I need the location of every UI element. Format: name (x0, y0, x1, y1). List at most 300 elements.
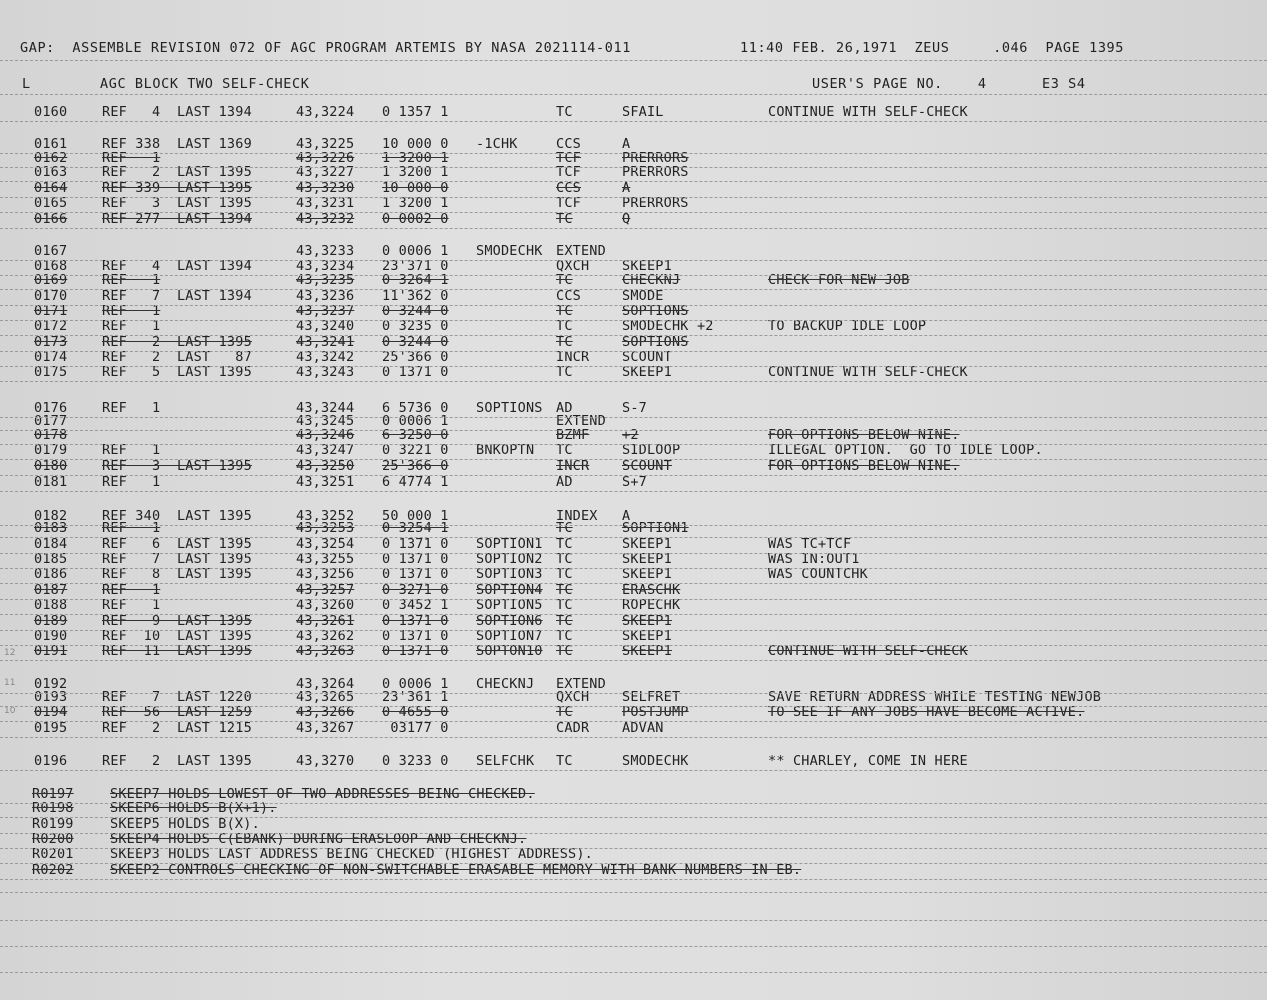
ruled-line (0, 525, 1267, 527)
line-number: 0161 (34, 136, 68, 152)
octal-word: 03177 0 (382, 720, 449, 736)
opcode: TC (556, 566, 573, 582)
line-number: 0192 (34, 676, 68, 692)
octal-word: 1 3200 1 (382, 150, 449, 166)
ref-info: REF 2 LAST 1215 (102, 720, 252, 736)
address: 43,3224 (296, 104, 355, 120)
ref-info: REF 277 LAST 1394 (102, 211, 252, 227)
ruled-line (0, 181, 1267, 183)
operand: SKEEP1 (622, 536, 672, 552)
operand: SKEEP1 (622, 551, 672, 567)
ref-info: REF 5 LAST 1395 (102, 364, 252, 380)
remark-number: R0197 (32, 786, 74, 802)
ref-info: REF 2 LAST 1395 (102, 753, 252, 769)
operand: PRERRORS (622, 164, 689, 180)
symbol-label: BNKOPTN (476, 442, 535, 458)
line-number: 0187 (34, 582, 68, 598)
operand: PRERRORS (622, 150, 689, 166)
octal-word: 0 1371 0 (382, 613, 449, 629)
octal-word: 0 3452 1 (382, 597, 449, 613)
opcode: TC (556, 643, 573, 659)
opcode: EXTEND (556, 676, 606, 692)
comment: CONTINUE WITH SELF-CHECK (768, 364, 968, 380)
operand: SELFRET (622, 689, 681, 705)
ref-info: REF 3 LAST 1395 (102, 195, 252, 211)
opcode: TCF (556, 195, 581, 211)
line-number: 0190 (34, 628, 68, 644)
opcode: INCR (556, 349, 590, 365)
octal-word: 0 0006 1 (382, 676, 449, 692)
ref-info: REF 4 LAST 1394 (102, 258, 252, 274)
ref-info: REF 1 (102, 150, 161, 166)
symbol-label: SOPTION1 (476, 536, 543, 552)
opcode: TC (556, 551, 573, 567)
ruled-line (0, 444, 1267, 446)
section-code: E3 S4 (1042, 76, 1086, 92)
ruled-line (0, 833, 1267, 835)
operand: SMODECHK +2 (622, 318, 714, 334)
ruled-line (0, 630, 1267, 632)
ruled-line (0, 737, 1267, 739)
ruled-line (0, 892, 1267, 894)
comment: FOR OPTIONS BELOW NINE. (768, 458, 960, 474)
address: 43,3236 (296, 288, 355, 304)
line-number: 0168 (34, 258, 68, 274)
operand: SKEEP1 (622, 258, 672, 274)
ref-info: REF 10 LAST 1395 (102, 628, 252, 644)
ref-info: REF 1 (102, 520, 161, 536)
symbol-label: SOPTION4 (476, 582, 543, 598)
symbol-label: SOPTON10 (476, 643, 543, 659)
ruled-line (0, 153, 1267, 155)
user-page-number: USER'S PAGE NO. 4 (812, 76, 987, 92)
line-number: 0175 (34, 364, 68, 380)
ruled-line (0, 693, 1267, 695)
address: 43,3246 (296, 427, 355, 443)
ruled-line (0, 863, 1267, 865)
operand: SOPTION1 (622, 520, 689, 536)
opcode: CCS (556, 180, 581, 196)
address: 43,3225 (296, 136, 355, 152)
operand: A (622, 136, 631, 152)
header-timestamp: 11:40 FEB. 26,1971 ZEUS .046 PAGE 1395 (740, 40, 1125, 56)
address: 43,3265 (296, 689, 355, 705)
address: 43,3252 (296, 508, 355, 524)
ref-info: REF 1 (102, 582, 161, 598)
operand: A (622, 508, 631, 524)
comment: TO SEE IF ANY JOBS HAVE BECOME ACTIVE. (768, 704, 1085, 720)
remark-number: R0198 (32, 800, 74, 816)
address: 43,3253 (296, 520, 355, 536)
address: 43,3232 (296, 211, 355, 227)
operand: Q (622, 211, 631, 227)
operand: SFAIL (622, 104, 664, 120)
opcode: TC (556, 211, 573, 227)
operand: SKEEP1 (622, 613, 672, 629)
ruled-line (0, 260, 1267, 262)
opcode: EXTEND (556, 243, 606, 259)
ruled-line (0, 167, 1267, 169)
opcode: INCR (556, 458, 590, 474)
opcode: CCS (556, 288, 581, 304)
ref-info: REF 7 LAST 1395 (102, 551, 252, 567)
opcode: TCF (556, 150, 581, 166)
remark-number: R0199 (32, 816, 74, 832)
octal-word: 0 1371 0 (382, 566, 449, 582)
address: 43,3263 (296, 643, 355, 659)
comment: WAS TC+TCF (768, 536, 852, 552)
opcode: AD (556, 474, 573, 490)
ruled-line (0, 706, 1267, 708)
ref-info: REF 7 LAST 1220 (102, 689, 252, 705)
comment: ** CHARLEY, COME IN HERE (768, 753, 968, 769)
ruled-line (0, 228, 1267, 230)
opcode: TC (556, 334, 573, 350)
ruled-line (0, 94, 1267, 96)
operand: SKEEP1 (622, 628, 672, 644)
ref-info: REF 4 LAST 1394 (102, 104, 252, 120)
operand: POSTJUMP (622, 704, 689, 720)
ref-info: REF 1 (102, 303, 161, 319)
line-number: 0160 (34, 104, 68, 120)
listing-line (0, 104, 1267, 120)
opcode: QXCH (556, 689, 590, 705)
operand: ERASCHK (622, 582, 681, 598)
ruled-line (0, 770, 1267, 772)
line-number: 0169 (34, 272, 68, 288)
address: 43,3255 (296, 551, 355, 567)
address: 43,3242 (296, 349, 355, 365)
ruled-line (0, 972, 1267, 974)
address: 43,3243 (296, 364, 355, 380)
ref-info: REF 1 (102, 318, 161, 334)
margin-mark: 10 (4, 706, 16, 716)
octal-word: 0 0006 1 (382, 413, 449, 429)
ruled-line (0, 817, 1267, 819)
ruled-line (0, 275, 1267, 277)
octal-word: 0 3271 0 (382, 582, 449, 598)
operand: ADVAN (622, 720, 664, 736)
address: 43,3227 (296, 164, 355, 180)
opcode: TC (556, 613, 573, 629)
listing-line (0, 753, 1267, 769)
operand: SOPTIONS (622, 303, 689, 319)
operand: SKEEP1 (622, 643, 672, 659)
symbol-label: SOPTION6 (476, 613, 543, 629)
ruled-line (0, 475, 1267, 477)
octal-word: 0 1371 0 (382, 364, 449, 380)
ruled-line (0, 946, 1267, 948)
opcode: BZMF (556, 427, 590, 443)
address: 43,3240 (296, 318, 355, 334)
operand: SOPTIONS (622, 334, 689, 350)
listing-line (0, 243, 1267, 259)
opcode: TC (556, 628, 573, 644)
operand: PRERRORS (622, 195, 689, 211)
line-number: 0183 (34, 520, 68, 536)
ruled-line (0, 121, 1267, 123)
address: 43,3251 (296, 474, 355, 490)
octal-word: 0 3244 0 (382, 334, 449, 350)
opcode: TC (556, 597, 573, 613)
operand: S+7 (622, 474, 647, 490)
line-number: 0167 (34, 243, 68, 259)
opcode: TC (556, 303, 573, 319)
ref-info: REF 2 LAST 1395 (102, 164, 252, 180)
ref-info: REF 1 (102, 597, 161, 613)
octal-word: 11'362 0 (382, 288, 449, 304)
address: 43,3244 (296, 400, 355, 416)
ref-info: REF 2 LAST 87 (102, 349, 252, 365)
header-title: GAP: ASSEMBLE REVISION 072 OF AGC PROGRAM ARTEMIS BY NASA 2021114-011 (20, 40, 631, 56)
ruled-line (0, 491, 1267, 493)
opcode: TC (556, 104, 573, 120)
remark-text: SKEEP2 CONTROLS CHECKING OF NON-SWITCHABLE ERASABLE MEMORY WITH BANK NUMBERS IN EB. (110, 862, 802, 878)
comment: SAVE RETURN ADDRESS WHILE TESTING NEWJOB (768, 689, 1102, 705)
address: 43,3226 (296, 150, 355, 166)
ref-info: REF 11 LAST 1395 (102, 643, 252, 659)
comment: CONTINUE WITH SELF-CHECK (768, 643, 968, 659)
comment: CONTINUE WITH SELF-CHECK (768, 104, 968, 120)
line-number: 0171 (34, 303, 68, 319)
address: 43,3254 (296, 536, 355, 552)
ruled-line (0, 645, 1267, 647)
ref-info: REF 6 LAST 1395 (102, 536, 252, 552)
opcode: TC (556, 582, 573, 598)
address: 43,3266 (296, 704, 355, 720)
address: 43,3233 (296, 243, 355, 259)
ruled-line (0, 417, 1267, 419)
symbol-label: CHECKNJ (476, 676, 535, 692)
opcode: TC (556, 272, 573, 288)
octal-word: 6 5736 0 (382, 400, 449, 416)
ref-info: REF 3 LAST 1395 (102, 458, 252, 474)
line-number: 0182 (34, 508, 68, 524)
comment: FOR OPTIONS BELOW NINE. (768, 427, 960, 443)
octal-word: 0 3254 1 (382, 520, 449, 536)
ref-info: REF 338 LAST 1369 (102, 136, 252, 152)
address: 43,3231 (296, 195, 355, 211)
octal-word: 0 3235 0 (382, 318, 449, 334)
address: 43,3230 (296, 180, 355, 196)
ref-info: REF 339 LAST 1395 (102, 180, 252, 196)
operand: S-7 (622, 400, 647, 416)
octal-word: 10 000 0 (382, 136, 449, 152)
ref-info: REF 7 LAST 1394 (102, 288, 252, 304)
ruled-line (0, 848, 1267, 850)
address: 43,3241 (296, 334, 355, 350)
symbol-label: SMODECHK (476, 243, 543, 259)
remark-number: R0202 (32, 862, 74, 878)
address: 43,3264 (296, 676, 355, 692)
operand: SMODE (622, 288, 664, 304)
symbol-label: SOPTION3 (476, 566, 543, 582)
line-number: 0179 (34, 442, 68, 458)
line-number: 0184 (34, 536, 68, 552)
address: 43,3250 (296, 458, 355, 474)
line-number: 0196 (34, 753, 68, 769)
address: 43,3256 (296, 566, 355, 582)
line-number: 0165 (34, 195, 68, 211)
octal-word: 25'366 0 (382, 458, 449, 474)
octal-word: 0 1357 1 (382, 104, 449, 120)
ref-info: REF 1 (102, 442, 161, 458)
octal-word: 0 3233 0 (382, 753, 449, 769)
line-number: 0173 (34, 334, 68, 350)
comment: TO BACKUP IDLE LOOP (768, 318, 927, 334)
ruled-line (0, 305, 1267, 307)
line-number: 0188 (34, 597, 68, 613)
opcode: INDEX (556, 508, 598, 524)
listing-line (0, 689, 1267, 705)
octal-word: 0 0002 0 (382, 211, 449, 227)
ruled-line (0, 366, 1267, 368)
octal-word: 0 4655 0 (382, 704, 449, 720)
ruled-line (0, 879, 1267, 881)
remark-number: R0200 (32, 831, 74, 847)
opcode: TC (556, 753, 573, 769)
remark-text: SKEEP7 HOLDS LOWEST OF TWO ADDRESSES BEING CHECKED. (110, 786, 535, 802)
address: 43,3260 (296, 597, 355, 613)
opcode: EXTEND (556, 413, 606, 429)
ref-info: REF 1 (102, 272, 161, 288)
ref-info: REF 2 LAST 1395 (102, 334, 252, 350)
ref-info: REF 8 LAST 1395 (102, 566, 252, 582)
margin-mark: L (22, 76, 31, 92)
operand: CHECKNJ (622, 272, 681, 288)
line-number: 0164 (34, 180, 68, 196)
opcode: TCF (556, 164, 581, 180)
address: 43,3234 (296, 258, 355, 274)
operand: SCOUNT (622, 349, 672, 365)
address: 43,3267 (296, 720, 355, 736)
line-number: 0176 (34, 400, 68, 416)
ruled-line (0, 289, 1267, 291)
page-header (0, 40, 1267, 56)
line-number: 0170 (34, 288, 68, 304)
line-number: 0195 (34, 720, 68, 736)
ref-info: REF 340 LAST 1395 (102, 508, 252, 524)
octal-word: 23'371 0 (382, 258, 449, 274)
ruled-line (0, 459, 1267, 461)
ref-info: REF 1 (102, 474, 161, 490)
listing-line (0, 520, 1267, 536)
line-number: 0194 (34, 704, 68, 720)
octal-word: 0 3221 0 (382, 442, 449, 458)
octal-word: 0 0006 1 (382, 243, 449, 259)
ruled-line (0, 614, 1267, 616)
octal-word: 1 3200 1 (382, 164, 449, 180)
block-title: AGC BLOCK TWO SELF-CHECK (100, 76, 310, 92)
line-number: 0163 (34, 164, 68, 180)
octal-word: 0 3244 0 (382, 303, 449, 319)
operand: +2 (622, 427, 639, 443)
ref-info: REF 56 LAST 1259 (102, 704, 252, 720)
symbol-label: SELFCHK (476, 753, 535, 769)
octal-word: 0 3264 1 (382, 272, 449, 288)
line-number: 0181 (34, 474, 68, 490)
address: 43,3235 (296, 272, 355, 288)
symbol-label: SOPTIONS (476, 400, 543, 416)
symbol-label: SOPTION7 (476, 628, 543, 644)
octal-word: 0 1371 0 (382, 551, 449, 567)
comment: CHECK FOR NEW JOB (768, 272, 910, 288)
address: 43,3237 (296, 303, 355, 319)
line-number: 0174 (34, 349, 68, 365)
operand: SKEEP1 (622, 364, 672, 380)
ruled-line (0, 430, 1267, 432)
opcode: CCS (556, 136, 581, 152)
operand: SKEEP1 (622, 566, 672, 582)
ruled-line (0, 320, 1267, 322)
remark-text: SKEEP6 HOLDS B(X+1). (110, 800, 277, 816)
ruled-line (0, 537, 1267, 539)
opcode: TC (556, 536, 573, 552)
address: 43,3262 (296, 628, 355, 644)
opcode: TC (556, 442, 573, 458)
line-number: 0166 (34, 211, 68, 227)
comment: WAS COUNTCHK (768, 566, 868, 582)
margin-mark: 12 (4, 648, 16, 658)
ruled-line (0, 803, 1267, 805)
operand: A (622, 180, 631, 196)
symbol-label: SOPTION2 (476, 551, 543, 567)
remark-text: SKEEP5 HOLDS B(X). (110, 816, 260, 832)
opcode: QXCH (556, 258, 590, 274)
remark-text: SKEEP4 HOLDS C(EBANK) DURING ERASLOOP AND CHECKNJ. (110, 831, 527, 847)
ruled-line (0, 60, 1267, 62)
operand: SCOUNT (622, 458, 672, 474)
ruled-line (0, 920, 1267, 922)
symbol-label: SOPTION5 (476, 597, 543, 613)
operand: ROPECHK (622, 597, 681, 613)
ruled-line (0, 351, 1267, 353)
ruled-line (0, 660, 1267, 662)
ruled-line (0, 335, 1267, 337)
opcode: CADR (556, 720, 590, 736)
octal-word: 50 000 1 (382, 508, 449, 524)
ruled-line (0, 212, 1267, 214)
address: 43,3261 (296, 613, 355, 629)
ruled-line (0, 721, 1267, 723)
octal-word: 0 1371 0 (382, 536, 449, 552)
line-number: 0191 (34, 643, 68, 659)
line-number: 0189 (34, 613, 68, 629)
comment: ILLEGAL OPTION. GO TO IDLE LOOP. (768, 442, 1043, 458)
line-number: 0178 (34, 427, 68, 443)
octal-word: 23'361 1 (382, 689, 449, 705)
ruled-line (0, 599, 1267, 601)
octal-word: 0 1371 0 (382, 643, 449, 659)
symbol-label: -1CHK (476, 136, 518, 152)
opcode: TC (556, 704, 573, 720)
address: 43,3245 (296, 413, 355, 429)
line-number: 0172 (34, 318, 68, 334)
opcode: TC (556, 364, 573, 380)
octal-word: 25'366 0 (382, 349, 449, 365)
ruled-line (0, 197, 1267, 199)
octal-word: 0 1371 0 (382, 628, 449, 644)
opcode: TC (556, 520, 573, 536)
comment: WAS IN:OUT1 (768, 551, 860, 567)
operand: SIDLOOP (622, 442, 681, 458)
octal-word: 10 000 0 (382, 180, 449, 196)
page-subheader (0, 76, 1267, 92)
ruled-line (0, 553, 1267, 555)
line-number: 0186 (34, 566, 68, 582)
line-number: 0185 (34, 551, 68, 567)
opcode: AD (556, 400, 573, 416)
